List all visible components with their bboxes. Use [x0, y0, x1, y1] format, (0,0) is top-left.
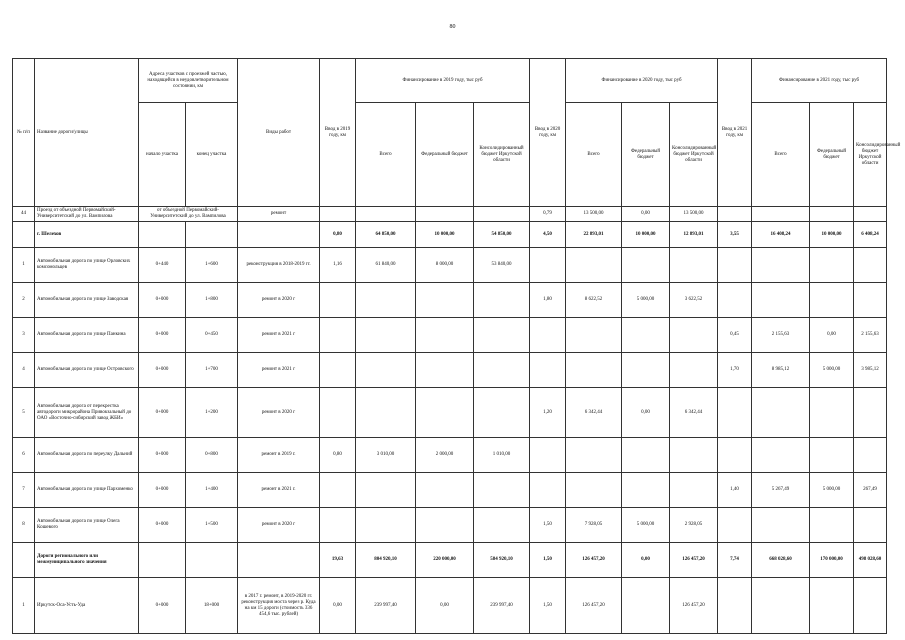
cell-t20: 13 500,00	[566, 207, 622, 222]
cell-t20: 126 457,20	[566, 543, 622, 578]
cell-f21	[810, 283, 854, 318]
cell-end: 1+200	[186, 388, 238, 438]
table-row	[13, 578, 887, 634]
header-regional-2020: Консолидированный бюджет Иркутской области	[670, 103, 718, 207]
header-input-2020: Ввод в 2020 году, км	[530, 59, 566, 207]
cell-i21: 7,74	[718, 543, 752, 578]
cell-start: 0+000	[139, 438, 186, 473]
cell-f19	[416, 388, 474, 438]
cell-i21	[718, 207, 752, 222]
cell-t19	[356, 353, 416, 388]
cell-end: 0+450	[186, 318, 238, 353]
cell-i21	[718, 578, 752, 634]
cell-t20: 126 457,20	[566, 578, 622, 634]
header-fin-2019: Финансирование в 2019 году, тыс руб	[356, 59, 530, 103]
header-total-2019: Всего	[356, 103, 416, 207]
table-row	[13, 438, 887, 473]
header-row-2	[13, 103, 887, 207]
cell-work: ремонт	[238, 207, 320, 222]
cell-f20	[622, 473, 670, 508]
cell-work: ремонт в 2019 г.	[238, 438, 320, 473]
cell-work: ремонт в 2021 г	[238, 353, 320, 388]
cell-t19	[356, 473, 416, 508]
header-end: конец участка	[186, 103, 238, 207]
cell-r19	[474, 353, 530, 388]
cell-f19: 2 000,00	[416, 438, 474, 473]
cell-f19	[416, 353, 474, 388]
cell-name: Проезд от объездной Первомайский-Университетский до ул. Вампилова	[35, 207, 139, 222]
cell-t20: 8 622,52	[566, 283, 622, 318]
header-federal-2020: Федеральный бюджет	[622, 103, 670, 207]
cell-r21: 3 985,12	[854, 353, 887, 388]
cell-r21	[854, 283, 887, 318]
cell-t19: 239 997,40	[356, 578, 416, 634]
cell-r19: 53 840,00	[474, 248, 530, 283]
table-row	[13, 388, 887, 438]
cell-name: Автомобильная дорога по улице Пархоменко	[35, 473, 139, 508]
cell-f20	[622, 353, 670, 388]
cell-start: 0+000	[139, 283, 186, 318]
cell-i19	[320, 318, 356, 353]
cell-t21	[752, 283, 810, 318]
cell-work: ремонт в 2020 г	[238, 283, 320, 318]
cell-r21	[854, 207, 887, 222]
cell-t21: 668 028,60	[752, 543, 810, 578]
cell-r19	[474, 508, 530, 543]
cell-f20: 5 000,00	[622, 283, 670, 318]
cell-f19	[416, 318, 474, 353]
cell-name: Автомобильная дорога по переулку Дальний	[35, 438, 139, 473]
header-fin-2021: Финансирование в 2021 году, тыс руб	[752, 59, 887, 103]
cell-r20: 126 457,20	[670, 543, 718, 578]
cell-f20: 0,00	[622, 207, 670, 222]
cell-r21	[854, 508, 887, 543]
cell-f20: 10 000,00	[622, 222, 670, 248]
cell-r20: 12 893,01	[670, 222, 718, 248]
cell-r21: 498 028,60	[854, 543, 887, 578]
cell-f20: 5 000,00	[622, 508, 670, 543]
cell-start	[139, 222, 186, 248]
cell-i21: 1,70	[718, 353, 752, 388]
cell-name: Автомобильная дорога по улице Олега Кошевого	[35, 508, 139, 543]
cell-i20	[530, 318, 566, 353]
page-number: 80	[449, 24, 456, 30]
cell-i20: 1,20	[530, 388, 566, 438]
cell-f19: 220 000,00	[416, 543, 474, 578]
cell-r19: 54 850,00	[474, 222, 530, 248]
cell-work	[238, 222, 320, 248]
cell-f19	[416, 508, 474, 543]
cell-t21: 8 985,12	[752, 353, 810, 388]
header-fin-2020: Финансирование в 2020 году, тыс руб	[566, 59, 718, 103]
cell-i20	[530, 438, 566, 473]
cell-r19: 584 920,10	[474, 543, 530, 578]
cell-f21: 5 000,00	[810, 353, 854, 388]
cell-r20: 13 500,00	[670, 207, 718, 222]
cell-f19: 0,00	[416, 578, 474, 634]
cell-t21: 16 408,24	[752, 222, 810, 248]
cell-t20	[566, 353, 622, 388]
cell-t21: 2 155,63	[752, 318, 810, 353]
cell-end: 1+700	[186, 353, 238, 388]
cell-end: 1+500	[186, 508, 238, 543]
cell-r19: 1 010,00	[474, 438, 530, 473]
cell-i20: 1,50	[530, 508, 566, 543]
cell-f21	[810, 207, 854, 222]
cell-start: 0+000	[139, 318, 186, 353]
cell-num: 6	[13, 438, 35, 473]
header-num: № п/п	[13, 59, 35, 207]
table-row	[13, 283, 887, 318]
cell-f20: 0,00	[622, 543, 670, 578]
cell-t19: 3 010,00	[356, 438, 416, 473]
cell-t20: 22 893,01	[566, 222, 622, 248]
cell-end	[186, 222, 238, 248]
cell-r20	[670, 318, 718, 353]
header-row-1	[13, 59, 887, 103]
cell-i21	[718, 248, 752, 283]
table-row	[13, 207, 887, 222]
cell-end: 1+600	[186, 248, 238, 283]
cell-start: 0+440	[139, 248, 186, 283]
cell-i20: 1,50	[530, 578, 566, 634]
cell-f19: 10 000,00	[416, 222, 474, 248]
cell-i19: 0,80	[320, 438, 356, 473]
cell-num: 3	[13, 318, 35, 353]
cell-r19	[474, 388, 530, 438]
cell-i20	[530, 353, 566, 388]
subtotal-row	[13, 222, 887, 248]
header-federal-2019: Федеральный бюджет	[416, 103, 474, 207]
cell-name: Автомобильная дорога от перекрестка автодороги микрорайона Привокзальный до ОАО «Восточно-сибирский завод ЖБИ»	[35, 388, 139, 438]
table-row	[13, 318, 887, 353]
cell-name: Дороги регионального или межмуниципального значения	[35, 543, 139, 578]
cell-r21: 6 408,24	[854, 222, 887, 248]
cell-r19	[474, 207, 530, 222]
cell-t21	[752, 508, 810, 543]
cell-f20	[622, 318, 670, 353]
cell-t19	[356, 318, 416, 353]
cell-f21: 5 000,00	[810, 473, 854, 508]
cell-i20	[530, 248, 566, 283]
cell-f21: 170 000,00	[810, 543, 854, 578]
header-regional-2021: Консолидированный бюджет Иркутской области	[854, 103, 887, 207]
cell-name: Автомобильная дорога по улице Панкина	[35, 318, 139, 353]
cell-r20: 3 622,52	[670, 283, 718, 318]
cell-r20	[670, 438, 718, 473]
cell-f19	[416, 283, 474, 318]
cell-work: ремонт в 2021 г	[238, 318, 320, 353]
cell-t21	[752, 207, 810, 222]
cell-r21: 267,49	[854, 473, 887, 508]
cell-t21	[752, 248, 810, 283]
cell-f20	[622, 248, 670, 283]
cell-t21	[752, 578, 810, 634]
cell-work: в 2017 г. ремонт, в 2019-2020 гг. реконструкция моста через р. Куда на км 15 дороги (стоимость 336 454,6 тыс. рублей)	[238, 578, 320, 634]
cell-end	[186, 543, 238, 578]
cell-t20: 7 928,05	[566, 508, 622, 543]
cell-r21	[854, 578, 887, 634]
cell-num: 5	[13, 388, 35, 438]
cell-f19: 8 000,00	[416, 248, 474, 283]
table-row	[13, 248, 887, 283]
cell-start: 0+000	[139, 578, 186, 634]
cell-f21: 10 000,00	[810, 222, 854, 248]
cell-i19: 1,16	[320, 248, 356, 283]
cell-work: ремонт в 2020 г	[238, 388, 320, 438]
cell-start: 0+000	[139, 473, 186, 508]
cell-r20: 2 928,05	[670, 508, 718, 543]
cell-work: реконструкция в 2018-2019 гг.	[238, 248, 320, 283]
header-regional-2019: Консолидированный бюджет Иркутской области	[474, 103, 530, 207]
header-name: Название дороги/улицы	[35, 59, 139, 207]
cell-t20: 6 342,44	[566, 388, 622, 438]
cell-i20: 0,79	[530, 207, 566, 222]
cell-i21: 1,40	[718, 473, 752, 508]
cell-t19	[356, 283, 416, 318]
cell-r19	[474, 473, 530, 508]
cell-name: Иркутск-Оса-Усть-Уда	[35, 578, 139, 634]
cell-t20	[566, 318, 622, 353]
cell-start: 0+000	[139, 508, 186, 543]
cell-work: ремонт в 2021 г.	[238, 473, 320, 508]
subtotal-row	[13, 543, 887, 578]
cell-num: 1	[13, 578, 35, 634]
cell-i21	[718, 438, 752, 473]
cell-num: 8	[13, 508, 35, 543]
table-body	[13, 207, 887, 634]
cell-end: 1+400	[186, 473, 238, 508]
cell-t20	[566, 438, 622, 473]
cell-i20	[530, 473, 566, 508]
cell-r21	[854, 388, 887, 438]
cell-i20: 4,50	[530, 222, 566, 248]
cell-i19: 19,63	[320, 543, 356, 578]
table-row	[13, 508, 887, 543]
cell-start	[139, 543, 186, 578]
cell-r20: 126 457,20	[670, 578, 718, 634]
cell-i19	[320, 207, 356, 222]
cell-t19: 64 850,00	[356, 222, 416, 248]
header-work: Виды работ	[238, 59, 320, 207]
cell-t20	[566, 473, 622, 508]
cell-t19: 804 920,10	[356, 543, 416, 578]
cell-num: 1	[13, 248, 35, 283]
cell-num: 44	[13, 207, 35, 222]
cell-i19	[320, 283, 356, 318]
header-input-2019: Ввод в 2019 году, км	[320, 59, 356, 207]
cell-name: Автомобильная дорога по улице Заводская	[35, 283, 139, 318]
cell-t19: 61 840,00	[356, 248, 416, 283]
cell-r19: 239 997,40	[474, 578, 530, 634]
cell-name: Автомобильная дорога по улице Островского	[35, 353, 139, 388]
cell-work: ремонт в 2020 г	[238, 508, 320, 543]
cell-name: Автомобильная дорога по улице Орловских комсомольцев	[35, 248, 139, 283]
header-address: Адреса участков с проезжей частью, находящейся в неудовлетворительном состоянии, км	[139, 59, 238, 103]
cell-i21	[718, 283, 752, 318]
cell-start: от объездной Первомайский-Университетский до ул. Вампилова	[139, 207, 238, 222]
cell-f20: 0,00	[622, 388, 670, 438]
cell-start: 0+000	[139, 388, 186, 438]
road-financing-table	[12, 58, 901, 634]
cell-t21	[752, 388, 810, 438]
cell-end: 0+800	[186, 438, 238, 473]
cell-f21	[810, 388, 854, 438]
cell-f21: 0,00	[810, 318, 854, 353]
cell-t21: 5 267,49	[752, 473, 810, 508]
cell-r21	[854, 248, 887, 283]
cell-r21	[854, 438, 887, 473]
cell-f21	[810, 508, 854, 543]
cell-f20	[622, 578, 670, 634]
cell-r20: 6 342,44	[670, 388, 718, 438]
cell-num: 2	[13, 283, 35, 318]
cell-f20	[622, 438, 670, 473]
cell-i21	[718, 508, 752, 543]
header-start: начало участка	[139, 103, 186, 207]
cell-f19	[416, 473, 474, 508]
cell-r20	[670, 473, 718, 508]
cell-t19	[356, 508, 416, 543]
cell-r21: 2 155,63	[854, 318, 887, 353]
cell-i19	[320, 508, 356, 543]
cell-num	[13, 222, 35, 248]
cell-start: 0+000	[139, 353, 186, 388]
cell-i21: 0,45	[718, 318, 752, 353]
cell-i19: 0,80	[320, 222, 356, 248]
cell-num: 7	[13, 473, 35, 508]
cell-name: г. Шелехов	[35, 222, 139, 248]
cell-i20: 1,80	[530, 283, 566, 318]
header-input-2021: Ввод в 2021 году, км	[718, 59, 752, 207]
cell-i19: 0,00	[320, 578, 356, 634]
cell-t19	[356, 388, 416, 438]
table-row	[13, 353, 887, 388]
cell-i19	[320, 353, 356, 388]
cell-i19	[320, 473, 356, 508]
header-total-2021: Всего	[752, 103, 810, 207]
cell-f19	[416, 207, 474, 222]
table-row	[13, 473, 887, 508]
cell-r20	[670, 248, 718, 283]
cell-end: 1+800	[186, 283, 238, 318]
cell-r20	[670, 353, 718, 388]
header-total-2020: Всего	[566, 103, 622, 207]
cell-f21	[810, 578, 854, 634]
cell-r19	[474, 283, 530, 318]
cell-i21	[718, 388, 752, 438]
cell-t19	[356, 207, 416, 222]
cell-t20	[566, 248, 622, 283]
cell-f21	[810, 438, 854, 473]
cell-i19	[320, 388, 356, 438]
cell-work	[238, 543, 320, 578]
header-federal-2021: Федеральный бюджет	[810, 103, 854, 207]
cell-r19	[474, 318, 530, 353]
cell-i21: 3,55	[718, 222, 752, 248]
cell-t21	[752, 438, 810, 473]
cell-i20: 1,50	[530, 543, 566, 578]
cell-end: 18+000	[186, 578, 238, 634]
cell-f21	[810, 248, 854, 283]
cell-num	[13, 543, 35, 578]
cell-num: 4	[13, 353, 35, 388]
